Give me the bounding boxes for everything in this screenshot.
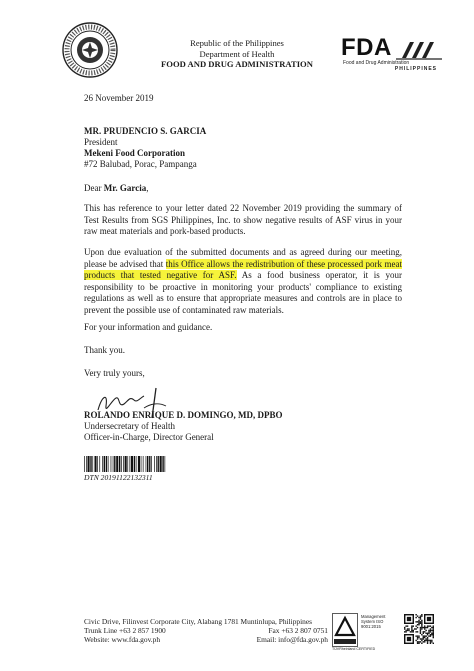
salutation-prefix: Dear bbox=[84, 183, 104, 193]
fda-logo-subtitle bbox=[343, 60, 447, 72]
barcode-icon bbox=[84, 456, 166, 472]
signatory-office: Officer-in-Charge, Director General bbox=[84, 432, 214, 442]
fda-logo-country: PHILIPPINES bbox=[394, 66, 437, 72]
recipient-address: #72 Balubad, Porac, Pampanga bbox=[84, 159, 197, 169]
signature-block bbox=[84, 410, 283, 443]
document-tracking-number: DTN 20191122132311 bbox=[84, 473, 153, 482]
cert-label: Management System ISO 9001:2015 bbox=[361, 614, 386, 629]
recipient-title: President bbox=[84, 137, 118, 147]
highlighted-statement: this Office allows the redistribution of these processed pork meat products that tested negative for ASF. bbox=[84, 258, 402, 281]
paragraph-guidance: For your information and guidance. bbox=[84, 322, 213, 332]
signatory-position: Undersecretary of Health bbox=[84, 421, 175, 431]
letter-date: 26 November 2019 bbox=[84, 93, 154, 103]
salutation bbox=[84, 183, 149, 195]
salutation-suffix: , bbox=[146, 183, 149, 193]
paragraph-advice-intro: Upon due evaluation of the submitted documents and as agreed during our meeting, please be advised that bbox=[84, 247, 402, 269]
header-republic: Republic of the Philippines bbox=[190, 38, 284, 48]
cert-body: TÜVRheinland CERTIFIED bbox=[332, 647, 376, 651]
footer-email: Email: info@fda.gov.ph bbox=[256, 635, 328, 645]
header-department: Department of Health bbox=[199, 48, 275, 59]
tuv-triangle-icon bbox=[332, 613, 358, 647]
salutation-name: Mr. Garcia bbox=[103, 183, 147, 193]
iso-certification-badge bbox=[332, 613, 398, 653]
recipient-name: MR. PRUDENCIO S. GARCIA bbox=[84, 126, 207, 136]
qr-code-icon bbox=[404, 614, 434, 644]
recipient-block bbox=[84, 126, 206, 170]
fda-logo-subtitle-text: Food and Drug Administration bbox=[343, 60, 410, 66]
header-agency: FOOD AND DRUG ADMINISTRATION bbox=[161, 59, 313, 69]
closing-line: Very truly yours, bbox=[84, 368, 145, 378]
signatory-name: ROLANDO ENRIQUE D. DOMINGO, MD, DPBO bbox=[84, 410, 283, 420]
letterhead bbox=[130, 38, 344, 70]
recipient-company: Mekeni Food Corporation bbox=[84, 148, 185, 158]
footer-trunk-line: Trunk Line +63 2 857 1900 bbox=[84, 626, 166, 636]
paragraph-advice-rest: As a food business operator, it is your responsibility to be proactive in monitoring your products' compliance to existing regulations as well as to ensure that appropriate measures and controls are in place to prevent the possible use of contaminated raw materials. bbox=[84, 270, 402, 315]
doh-seal-icon bbox=[62, 22, 118, 78]
thanks-line: Thank you. bbox=[84, 345, 125, 355]
paragraph-advice bbox=[84, 247, 402, 317]
footer-fax: Fax +63 2 807 0751 bbox=[268, 626, 328, 636]
logo-stripes-icon bbox=[396, 38, 442, 60]
footer-contact-right bbox=[232, 617, 328, 645]
paragraph-reference: This has reference to your letter dated 22 November 2019 providing the summary of Test Results from SGS Philippines, Inc. to show negative results of ASF virus in your raw meat materials and pork-based products. bbox=[84, 203, 402, 237]
footer-website: Website: www.fda.gov.ph bbox=[84, 635, 161, 645]
fda-logo-mark: FDA bbox=[341, 34, 392, 61]
footer-address: Civic Drive, Filinvest Corporate City, Alabang 1781 Muntinlupa, Philippines bbox=[84, 617, 312, 626]
